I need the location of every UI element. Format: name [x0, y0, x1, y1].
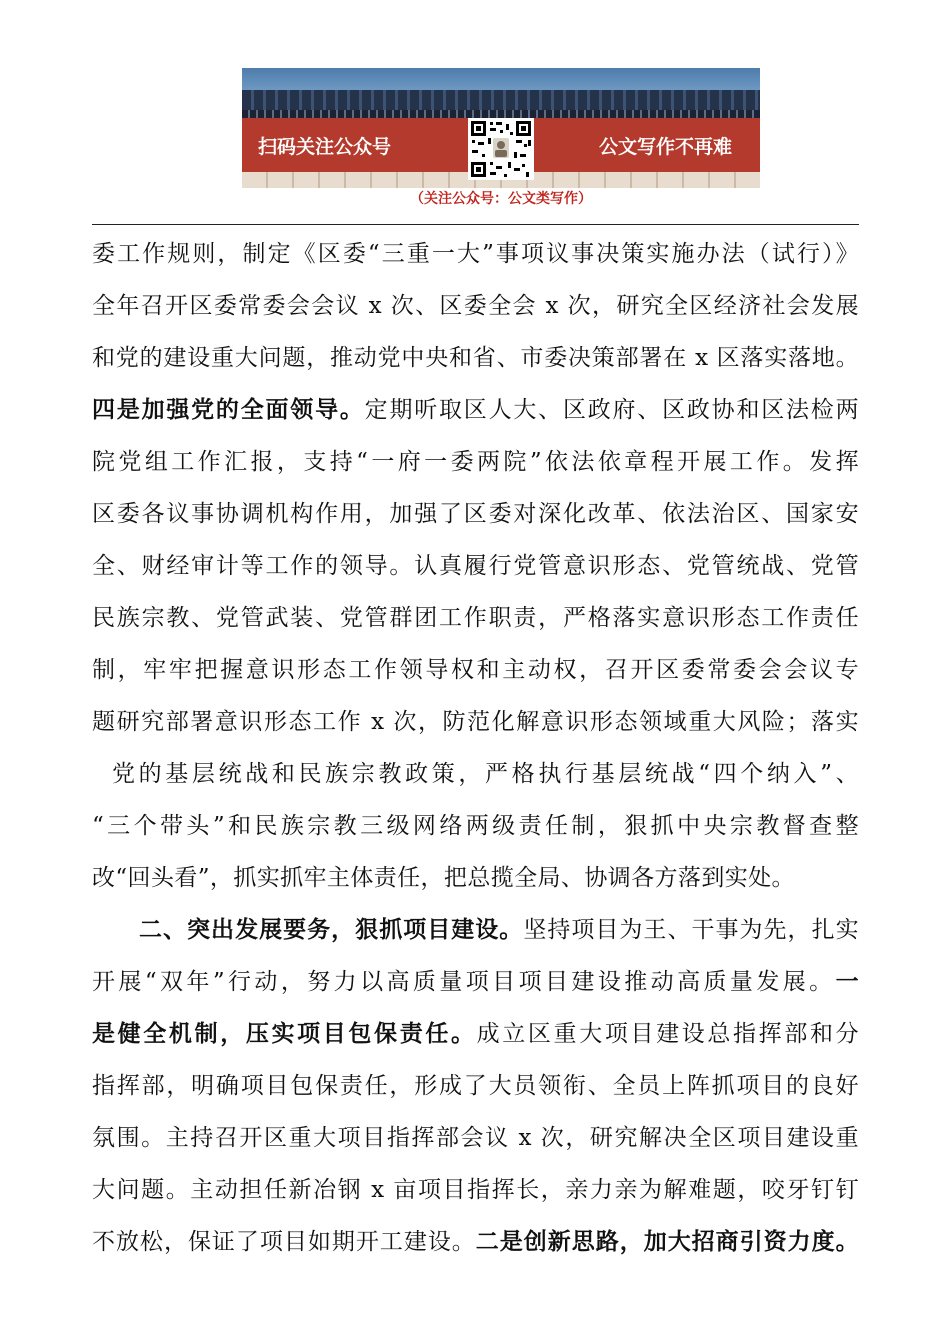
text-line: 全、财经审计等工作的领导。认真履行党管意识形态、党管统战、党管	[92, 553, 859, 579]
text-line: 制，牢牢把握意识形态工作领导权和主动权，召开区委常委会会议专	[92, 657, 859, 683]
text-line: 区委各议事协调机构作用，加强了区委对深化改革、依法治区、国家安	[92, 501, 859, 527]
header-banner	[242, 68, 760, 188]
bold-heading: 一	[835, 968, 859, 995]
line-text: 定期听取区人大、区政府、区政协和区法检两	[364, 397, 859, 423]
text-line	[139, 910, 859, 950]
text-line: 和党的建设重大问题，推动党中央和省、市委决策部署在 x 区落实落地。	[92, 345, 859, 371]
text-line: 氛围。主持召开区重大项目指挥部会议 x 次，研究解决全区项目建设重	[92, 1125, 859, 1151]
header-divider	[92, 224, 859, 225]
banner-roof	[242, 90, 760, 110]
text-line	[92, 390, 859, 430]
text-line: 民族宗教、党管武装、党管群团工作职责，严格落实意识形态工作责任	[92, 605, 859, 631]
banner-eave	[242, 110, 760, 118]
text-line: “三个带头”和民族宗教三级网络两级责任制，狠抓中央宗教督查整	[92, 813, 859, 839]
banner-caption: （关注公众号：公文类写作）	[410, 191, 592, 207]
text-line: 题研究部署意识形态工作 x 次，防范化解意识形态领域重大风险；落实	[92, 709, 859, 735]
bold-heading: 是健全机制，压实项目包保责任。	[92, 1020, 477, 1047]
text-line: 改“回头看”，抓实抓牢主体责任，把总揽全局、协调各方落到实处。	[92, 865, 795, 891]
text-line: 院党组工作汇报，支持“一府一委两院”依法依章程开展工作。发挥	[92, 449, 859, 475]
line-text: 开展“双年”行动，努力以高质量项目项目建设推动高质量发展。	[92, 969, 836, 995]
text-line: 指挥部，明确项目包保责任，形成了大员领衔、全员上阵抓项目的良好	[92, 1073, 859, 1099]
text-line	[92, 1014, 859, 1054]
banner-sky	[242, 68, 760, 90]
banner-right-text: 公文写作不再难	[598, 136, 732, 158]
text-line: 委工作规则，制定《区委“三重一大”事项议事决策实施办法（试行）》	[92, 241, 859, 267]
section-heading: 二、突出发展要务，狠抓项目建设。	[139, 916, 524, 943]
line-text: 不放松，保证了项目如期开工建设。	[92, 1229, 476, 1255]
text-line	[92, 1222, 859, 1262]
text-line: 党的基层统战和民族宗教政策，严格执行基层统战“四个纳入”、	[112, 761, 859, 787]
text-line: 全年召开区委常委会会议 x 次、区委全会 x 次，研究全区经济社会发展	[92, 293, 859, 319]
line-text: 成立区重大项目建设总指挥部和分	[476, 1021, 860, 1047]
text-line	[92, 962, 859, 1002]
line-text: 坚持项目为王、干事为先，扎实	[523, 917, 859, 943]
bold-heading: 四是加强党的全面领导。	[92, 396, 365, 423]
text-line: 大问题。主动担任新冶钢 x 亩项目指挥长，亲力亲为解难题，咬牙钉钉	[92, 1177, 859, 1203]
qr-code-icon	[468, 118, 534, 180]
bold-heading: 二是创新思路，加大招商引资力度。	[475, 1228, 859, 1255]
banner-left-text: 扫码关注公众号	[258, 136, 392, 158]
